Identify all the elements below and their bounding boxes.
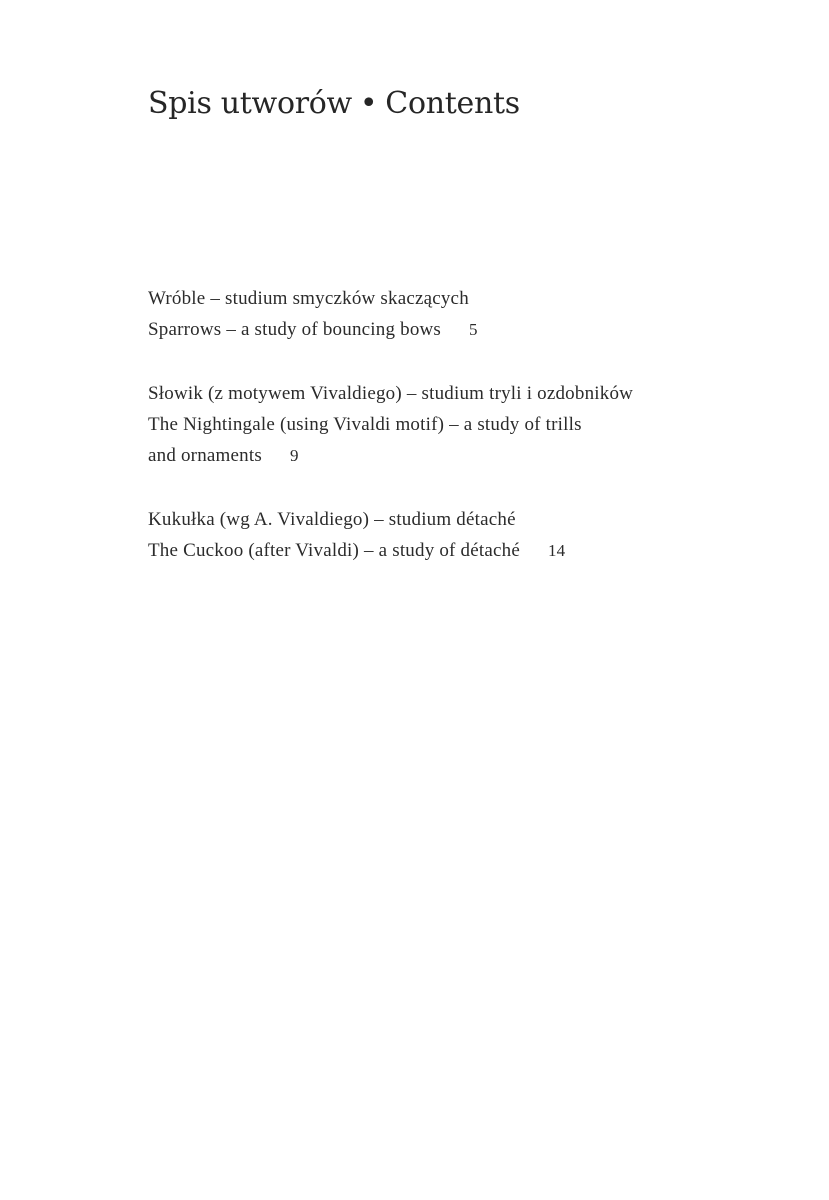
entry-page-number: 5: [469, 320, 478, 339]
entry-page-number: 14: [547, 541, 566, 560]
entry-title-polish: Słowik (z motywem Vivaldiego) – studium tryli i ozdobników: [148, 383, 634, 404]
page-title: [148, 84, 520, 124]
entry-page-number: 9: [289, 446, 299, 465]
entry-title-english: The Nightingale (using Vivaldi motif) – a study of trills: [148, 414, 582, 435]
title-separator: •: [359, 86, 378, 121]
title-polish: Spis utworów: [148, 86, 352, 121]
entry-title-polish: Kukułka (wg A. Vivaldiego) – studium détaché: [148, 509, 516, 530]
entry-title-english-text: The Cuckoo (after Vivaldi) – a study of détaché: [148, 540, 520, 561]
entry-title-english-text: Sparrows – a study of bouncing bows: [148, 319, 442, 340]
contents-entry-cuckoo: [148, 504, 788, 566]
entry-title-english-text: and ornaments: [148, 445, 262, 466]
entry-title-polish: Wróble – studium smyczków skaczących: [148, 288, 469, 309]
contents-entry-nightingale: [148, 378, 788, 471]
contents-list: [148, 283, 788, 599]
contents-entry-sparrows: [148, 283, 788, 345]
title-english: Contents: [385, 86, 520, 121]
entry-title-english-continued: [148, 440, 788, 471]
entry-title-english: [148, 314, 788, 345]
entry-title-english: [148, 535, 788, 566]
